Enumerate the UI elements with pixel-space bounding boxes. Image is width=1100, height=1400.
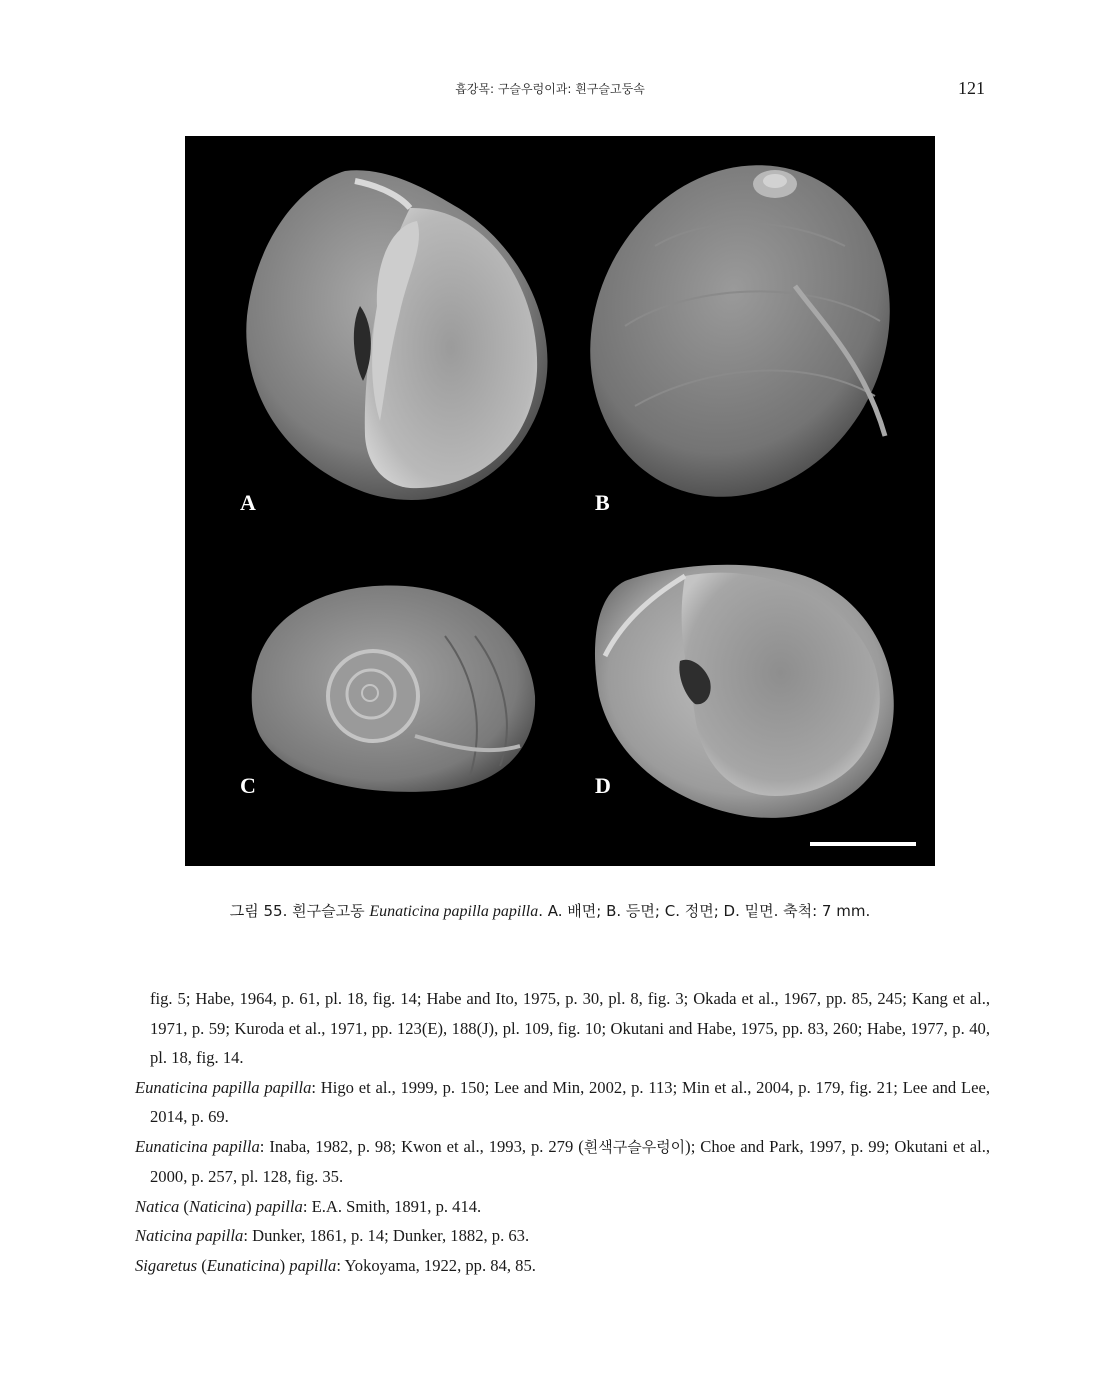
taxon-name: Eunaticina xyxy=(206,1255,280,1275)
reference-entry xyxy=(135,1132,990,1192)
figure-caption xyxy=(0,900,1100,921)
taxon-name: Sigaretus xyxy=(135,1255,198,1275)
reference-entry xyxy=(135,1221,990,1251)
taxon-name: Naticina papilla xyxy=(135,1226,244,1245)
reference-text: 흰색구슬우렁이 xyxy=(583,1137,686,1156)
reference-text: : Yokoyama, 1922, pp. 84, 85. xyxy=(336,1255,536,1275)
panel-label-d: D xyxy=(595,773,611,798)
taxon-name: papilla xyxy=(289,1255,337,1275)
reference-text: ( xyxy=(197,1255,207,1275)
reference-entry xyxy=(135,984,990,1073)
taxon-name: Natica xyxy=(135,1196,180,1216)
shell-a-image xyxy=(246,170,547,500)
figure-plate xyxy=(185,136,935,866)
running-head: 흡강목: 구슬우렁이과: 흰구슬고둥속 xyxy=(455,82,645,96)
shell-b-image xyxy=(537,136,935,546)
panel-label-c: C xyxy=(240,773,256,798)
panel-label-b: B xyxy=(595,490,610,515)
caption-views: . A. 배면; B. 등면; C. 정면; D. 밑면. 축척: 7 mm. xyxy=(538,902,871,920)
taxon-name: Eunaticina papilla papilla xyxy=(135,1077,312,1097)
reference-text: : Inaba, 1982, p. 98; Kwon et al., 1993, p. 279 ( xyxy=(259,1136,584,1156)
taxon-name: papilla xyxy=(255,1196,303,1216)
page-header xyxy=(0,78,1100,102)
reference-entry xyxy=(135,1192,990,1222)
reference-text: : E.A. Smith, 1891, p. 414. xyxy=(302,1196,482,1216)
scale-bar xyxy=(810,842,916,846)
synonymy-references xyxy=(135,984,990,1280)
reference-entry xyxy=(135,1073,990,1132)
reference-text: ); Choe and Park, 1997, p. 99; Okutani et al., 2000, p. 257, pl. 128, fig. 35. xyxy=(150,1136,991,1186)
reference-text: ) xyxy=(246,1196,256,1216)
caption-species: Eunaticina papilla papilla xyxy=(369,903,539,920)
shell-c-image xyxy=(252,586,535,792)
shell-d-image xyxy=(595,565,894,818)
reference-text: ( xyxy=(179,1196,189,1216)
reference-text: : Higo et al., 1999, p. 150; Lee and Min, 2002, p. 113; Min et al., 2004, p. 179, fig. 21; Lee and Lee, 2014, p. 69. xyxy=(150,1077,990,1126)
page-number: 121 xyxy=(958,78,985,98)
panel-label-a: A xyxy=(240,490,256,515)
reference-text: fig. 5; Habe, 1964, p. 61, pl. 18, fig. 14; Habe and Ito, 1975, p. 30, pl. 8, fig. 3; Okada et al., 1967, pp. 85, 245; Kang et al., 1971, p. 59; Kuroda et al., 1971, pp. 123(E), 188(J), pl. 109, fig. 10; Okutani and Habe, 1975, pp. 83, 260; Habe, 1977, p. 40, pl. 18, fig. 14. xyxy=(150,989,990,1067)
reference-text: ) xyxy=(279,1255,290,1275)
taxon-name: Eunaticina papilla xyxy=(135,1136,260,1156)
shell-photographs xyxy=(185,136,935,866)
reference-entry xyxy=(135,1251,990,1281)
taxon-name: Naticina xyxy=(188,1196,247,1216)
reference-text: : Dunker, 1861, p. 14; Dunker, 1882, p. 63. xyxy=(243,1226,530,1245)
caption-prefix: 그림 55. 흰구슬고동 xyxy=(229,902,370,920)
